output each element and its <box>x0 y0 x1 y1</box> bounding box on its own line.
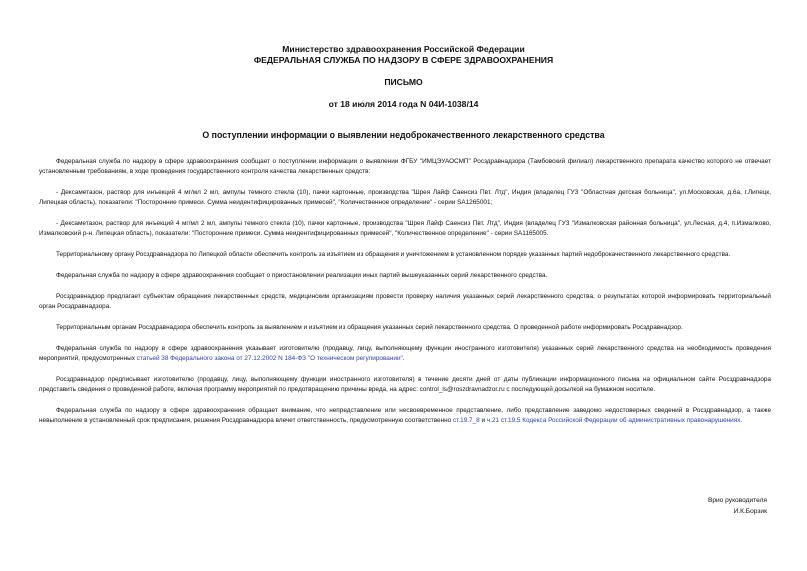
code-article-link-19-7-8[interactable]: ст.19.7_8 <box>452 417 480 424</box>
document-body <box>39 157 771 437</box>
paragraph-text: Федеральная служба по надзору в сфере здравоохранения обращает внимание, что непредставление или несвоевременное представление, либо представление заведомо недостоверных сведений в Росздравнадзор, а также невыполнение в установленный срок предписания, решения Росздравнадзора влечет ответственность, предусмотренную соответственно <box>39 407 771 424</box>
paragraph: Росздравнадзор предлагает субъектам обращения лекарственных средств, медицинским организациям провести проверку наличия указанных серий лекарственного средства, о результатах которой информировать территориальный орган Росздравнадзора. <box>39 293 771 310</box>
paragraph: Федеральная служба по надзору в сфере здравоохранения сообщает о поступлении информации о выявлении ФГБУ "ИМЦЭУАОСМП" Росздравнадзора (Тамбовский филиал) лекарственного препарата качество которого не отвечает установленным требованиям, в ходе проведения государственного контроля качества лекарственных средств: <box>39 158 771 175</box>
signature-position: Врио руководителя <box>707 497 767 504</box>
signature-name: И.К.Борзик <box>733 508 767 515</box>
paragraph-text: Федеральная служба по надзору в сфере здравоохранения указывает изготовителю (продавцу, лицу, выполняющему функции иностранного изготовителя) указанных серий лекарственного средства на необходимость проведения мероприятий, предусмотренных <box>39 345 771 362</box>
paragraph: Росздравнадзор предписывает изготовителю (продавцу, лицу, выполняющему функции иностранного изготовителя) в течение десяти дней от даты публикации информационного письма на официальном сайте Росздравнадзора представить сведения о проведенной работе, включая программу мероприятий по предотвращению причины вреда, на адрес: control_ls@roszdravnadzor.ru с последующей досылкой на бумажном носителе. <box>39 376 771 393</box>
paragraph: Федеральная служба по надзору в сфере здравоохранения сообщает о приостановлении реализации иных партий вышеуказанных серий лекарственного средства. <box>56 272 548 279</box>
paragraph-text: . <box>740 417 743 424</box>
paragraph <box>39 344 771 364</box>
paragraph-text: . <box>402 355 405 362</box>
paragraph <box>39 406 771 426</box>
document-title: О поступлении информации о выявлении недоброкачественного лекарственного средства <box>202 130 605 140</box>
paragraph: Территориальному органу Росздравнадзора по Липецкой области обеспечить контроль за изъятием из обращения и уничтожением в установленном порядке указанных партий недоброкачественного лекарственного средства. <box>56 251 731 258</box>
paragraph: Территориальным органам Росздравнадзора обеспечить контроль за выявлением и изъятием из обращения указанных серий лекарственного средства. О проведенной работе информировать Росздравнадзор. <box>56 324 683 331</box>
ministry-name: Министерство здравоохранения Российской Федерации <box>282 44 525 54</box>
paragraph: - Дексаметазон, раствор для инъекций 4 мг/мл 2 мл, ампулы темного стекла (10), пачки картонные, производства "Шрея Лайф Саенсиз Пвт. Лтд", Индия (владелец ГУЗ "Измалковская районная больница", ул.Лесная, д.4, п.Измалково, Измалковский р-н. Липецкая область), показатели: "Посторонние примеси. Сумма неидентифицированных примесей", "Количественное определение" - серии SA1165005. <box>39 220 771 237</box>
document-type: ПИСЬМО <box>384 77 423 87</box>
document-date-number: от 18 июля 2014 года N 04И-1038/14 <box>328 99 479 109</box>
paragraph-text: и <box>479 417 487 424</box>
administrative-code-link[interactable]: Кодекса Российской Федерации об административных правонарушениях <box>522 417 741 424</box>
code-article-link-19-5[interactable]: ч.21 ст.19.5 <box>486 417 521 424</box>
paragraph: - Дексаметазон, раствор для инъекций 4 мг/мл 2 мл, ампулы темного стекла (10), пачки картонные, производства "Шрея Лайф Саенсиз Пвт. Лтд", Индия (владелец ГУЗ "Областная детская больница", ул.Московская, д.6а, г.Липецк, Липецкая область), показатели: "Посторонние примеси. Сумма неидентифицированных примесей", "Количественное определение" - серии SA1265001; <box>39 189 771 206</box>
law-article-link[interactable]: статьей 38 Федерального закона от 27.12.2002 N 184-ФЗ "О техническом регулировании" <box>136 355 403 362</box>
service-name: ФЕДЕРАЛЬНАЯ СЛУЖБА ПО НАДЗОРУ В СФЕРЕ ЗДРАВООХРАНЕНИЯ <box>253 55 554 65</box>
signature-block <box>708 495 767 517</box>
